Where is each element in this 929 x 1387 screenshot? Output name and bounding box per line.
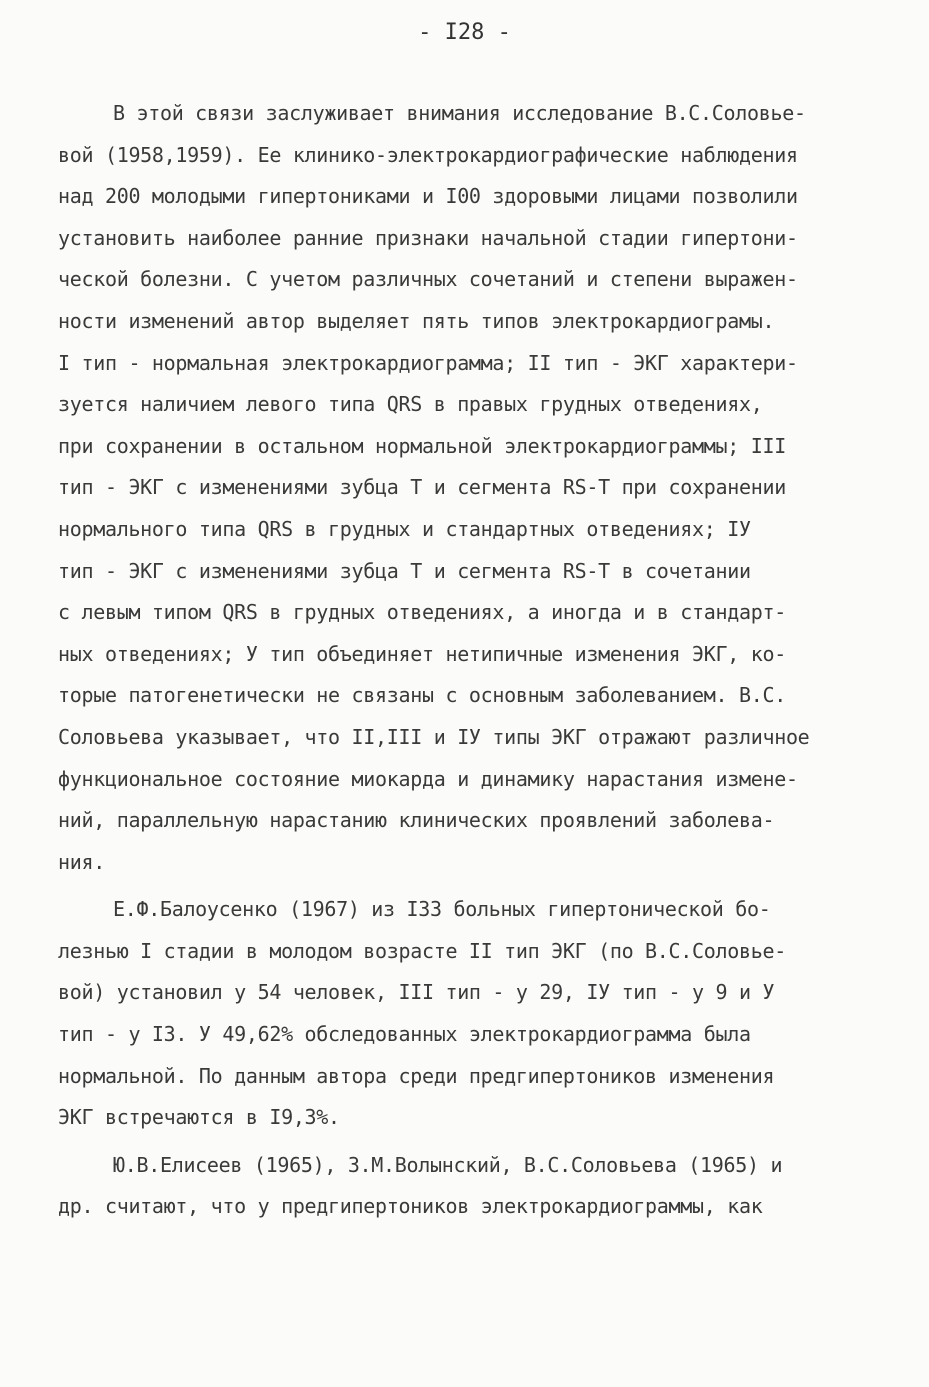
text-line: нормального типа QRS в грудных и стандартных отведениях; IУ bbox=[58, 516, 751, 541]
text-line: тип - ЭКГ с изменениями зубца Т и сегмента RS-T при сохранении bbox=[58, 475, 786, 500]
text-line: вой) установил у 54 человек, III тип - у 29, IУ тип - у 9 и У bbox=[58, 980, 775, 1005]
text-line: ческой болезни. С учетом различных сочетаний и степени выражен- bbox=[58, 267, 798, 292]
text-line: вой (1958,1959). Ее клинико-электрокардиографические наблюдения bbox=[58, 142, 798, 167]
text-line: ния. bbox=[58, 849, 105, 874]
text-line: ных отведениях; У тип объединяет нетипичные изменения ЭКГ, ко- bbox=[58, 641, 786, 666]
text-line: др. считают, что у предгипертоников электрокардиограммы, как bbox=[58, 1194, 763, 1219]
text-line: зуется наличием левого типа QRS в правых грудных отведениях, bbox=[58, 392, 763, 417]
text-line: функциональное состояние миокарда и динамику нарастания измене- bbox=[58, 766, 798, 791]
text-line: В этой связи заслуживает внимания исследование В.С.Соловье- bbox=[113, 101, 806, 125]
text-line: лезнью I стадии в молодом возрасте II тип ЭКГ (по В.С.Соловье- bbox=[58, 938, 786, 963]
text-line: I тип - нормальная электрокардиограмма; II тип - ЭКГ характери- bbox=[58, 350, 798, 375]
text-line: над 200 молодыми гипертониками и I00 здоровыми лицами позволили bbox=[58, 184, 798, 209]
text-line: тип - у I3. У 49,62% обследованных электрокардиограмма была bbox=[58, 1022, 751, 1047]
page-number: - I28 - bbox=[418, 20, 511, 45]
text-line: при сохранении в остальном нормальной электрокардиограммы; III bbox=[58, 433, 786, 458]
text-line: установить наиболее ранние признаки начальной стадии гипертони- bbox=[58, 225, 798, 250]
text-line: Е.Ф.Балоусенко (1967) из I33 больных гипертонической бо- bbox=[113, 897, 771, 922]
text-line: тип - ЭКГ с изменениями зубца Т и сегмента RS-T в сочетании bbox=[58, 558, 751, 583]
text-line: ности изменений автор выделяет пять типов электрокардиограмы. bbox=[58, 308, 775, 333]
text-line: с левым типом QRS в грудных отведениях, а иногда и в стандарт- bbox=[58, 600, 786, 625]
text-line: нормальной. По данным автора среди предгипертоников изменения bbox=[58, 1063, 775, 1088]
paragraph-1 bbox=[58, 93, 878, 883]
paragraph-2 bbox=[58, 889, 878, 1139]
text-line: Ю.В.Елисеев (1965), З.М.Волынский, В.С.Соловьева (1965) и bbox=[113, 1152, 783, 1177]
text-line: Соловьева указывает, что II,III и IУ типы ЭКГ отражают различное bbox=[58, 724, 810, 749]
text-line: ний, параллельную нарастанию клинических проявлений заболева- bbox=[58, 808, 775, 833]
paragraph-3 bbox=[58, 1145, 878, 1228]
text-line: торые патогенетически не связаны с основным заболеванием. В.С. bbox=[58, 683, 786, 708]
text-line: ЭКГ встречаются в I9,3%. bbox=[58, 1105, 340, 1130]
body-text bbox=[58, 93, 878, 1228]
